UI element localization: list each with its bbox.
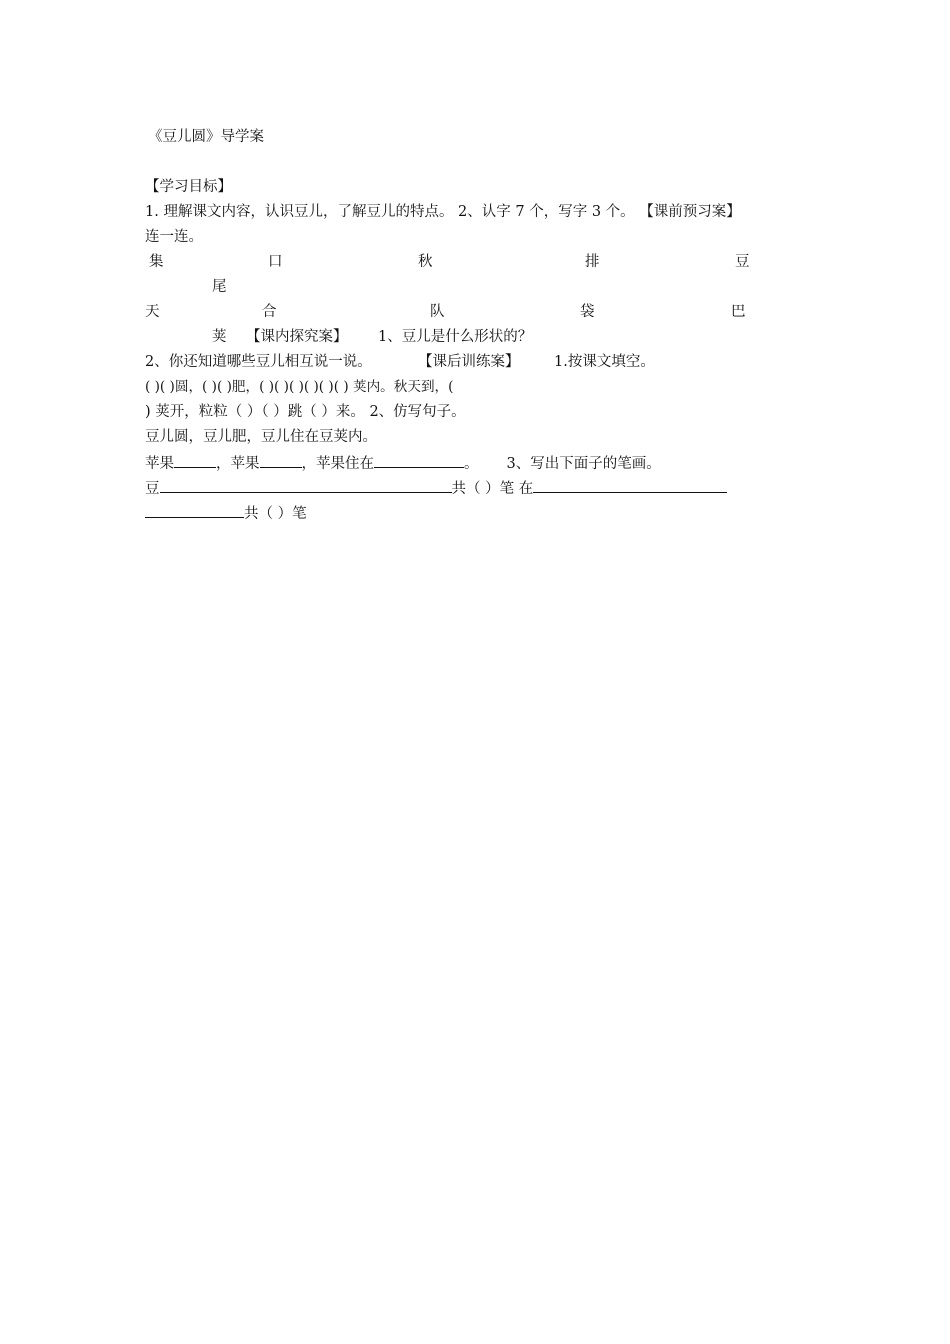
stroke-char: 豆 — [145, 481, 160, 497]
answer-blank[interactable] — [533, 478, 727, 493]
fill-line-1: ( )( )圆，( )( )肥，( )( )( )( )( )( ) 荚内。秋天到，( — [145, 379, 454, 395]
match-char: 荚 — [212, 329, 227, 345]
match-char: 天 — [145, 304, 160, 320]
answer-blank[interactable] — [160, 478, 452, 493]
answer-blank[interactable] — [174, 453, 216, 468]
imitate-a: 苹果 — [145, 456, 174, 472]
match-char: 合 — [262, 304, 277, 320]
match-char: 队 — [430, 304, 445, 320]
goals-heading: 【学习目标】 — [145, 179, 232, 195]
goals-line: 1. 理解课文内容，认识豆儿，了解豆儿的特点。 2、认字 7 个，写字 3 个。 【课前预习案】 — [145, 204, 741, 220]
match-char: 尾 — [212, 279, 227, 295]
match-char: 集 — [149, 254, 164, 270]
match-char: 袋 — [580, 304, 595, 320]
stroke-mid: 共（ ）笔 在 — [451, 481, 534, 497]
stroke-line-2 — [145, 503, 307, 523]
doc-title: 《豆儿圆》导学案 — [148, 129, 264, 145]
answer-blank[interactable] — [145, 503, 244, 518]
match-char: 排 — [585, 254, 600, 270]
explore-question-2: 2、你还知道哪些豆儿相互说一说。 — [145, 354, 372, 370]
after-heading: 【课后训练案】 — [418, 354, 520, 370]
explore-heading: 【课内探究案】 — [246, 329, 348, 345]
fill-line-2: ) 荚开，粒粒（ ）（ ）跳（ ）来。 2、仿写句子。 — [145, 404, 466, 420]
answer-blank[interactable] — [260, 453, 302, 468]
strokes-question: 3、写出下面子的笔画。 — [506, 456, 661, 472]
imitate-line — [145, 453, 661, 473]
match-char: 巴 — [731, 304, 746, 320]
match-char: 口 — [268, 254, 283, 270]
model-sentence: 豆儿圆，豆儿肥，豆儿住在豆荚内。 — [145, 429, 377, 445]
after-question-1: 1.按课文填空。 — [554, 354, 655, 370]
match-char: 豆 — [735, 254, 750, 270]
stroke-line-1 — [145, 478, 727, 498]
match-char: 秋 — [418, 254, 433, 270]
stroke-end: 共（ ）笔 — [244, 506, 307, 522]
imitate-b: ，苹果住在 — [301, 456, 374, 472]
answer-blank[interactable] — [374, 453, 464, 468]
explore-question-1: 1、豆儿是什么形状的？ — [378, 329, 533, 345]
imitate-sep: ，苹果 — [216, 456, 260, 472]
preview-task: 连一连。 — [145, 229, 203, 245]
imitate-end: 。 — [464, 456, 479, 472]
